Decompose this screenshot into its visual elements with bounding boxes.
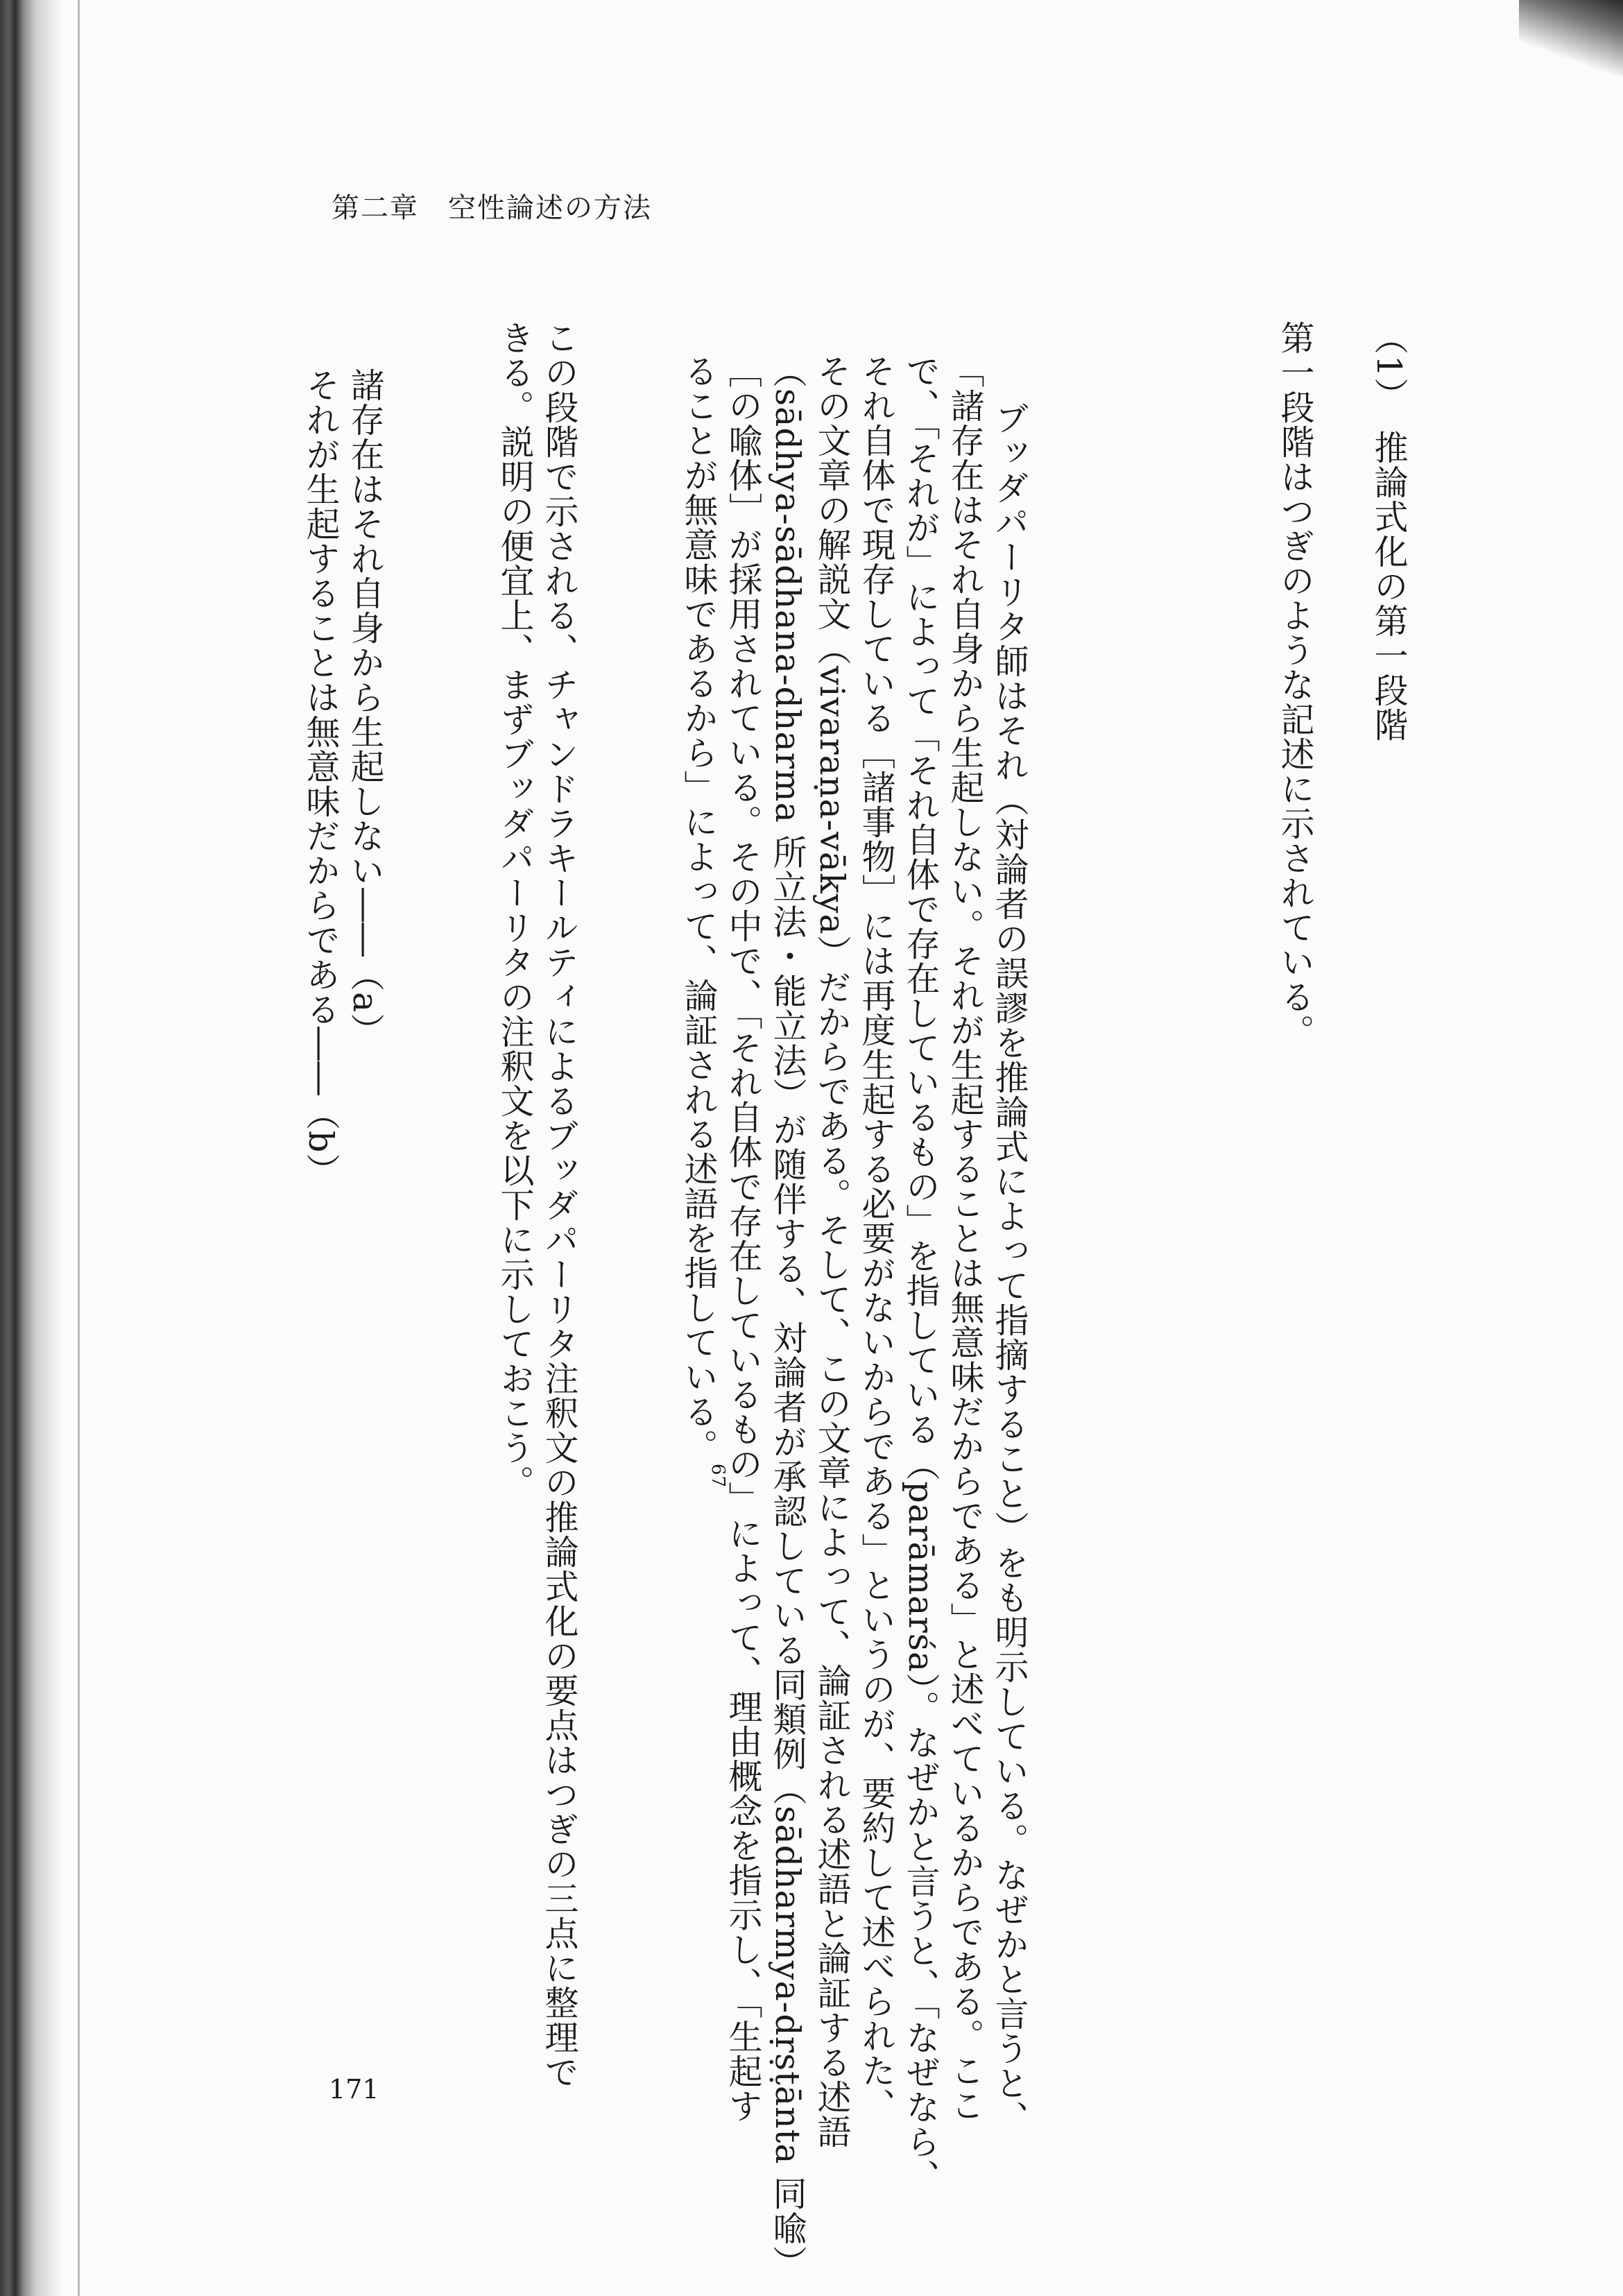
paragraph-2-line: きる。説明の便宜上、まずブッダパーリタの注釈文を以下に示しておこう。 <box>495 320 535 1500</box>
paragraph-2 <box>492 320 581 2089</box>
paragraph-1-line: で、「それが」によって「それ自体で存在しているもの」を指している（parāmarśa）。なぜかと言うと、「なぜなら、 <box>901 354 941 2194</box>
paragraph-1-last-line-text: ることが無意味であるから」によって、論証される述語を指している。 <box>679 354 719 1464</box>
paragraph-1-line: その文章の解説文（vivaraṇa-vākya）だからである。そして、この文章によって、論証される述語と論証する述語 <box>812 354 852 2149</box>
scan-binding-edge <box>0 0 64 2296</box>
footnote-marker: 67 <box>707 1464 728 1489</box>
section-intro: 第一段階はつぎのような記述に示されている。 <box>1276 320 1315 1049</box>
formula-block <box>298 368 387 1200</box>
scan-corner-shadow <box>1519 0 1623 76</box>
running-head: 第二章 空性論述の方法 <box>332 192 652 224</box>
formula-line-b: それが生起することは無意味だからである――（b） <box>301 368 341 1188</box>
paragraph-1-line: ［の喩体］が採用されている。その中で、「それ自体で存在しているもの」によって、理由概念を指示し、「生起す <box>723 354 763 2123</box>
paragraph-1-line <box>676 354 728 2280</box>
scan-edge-line <box>78 0 80 2296</box>
paragraph-1-line: （sādhya-sādhana-dharma 所立法・能立法）が随伴する、対論者が承認している同類例（sādharmya-dṛṣṭānta 同喩） <box>768 354 807 2281</box>
formula-line-a: 諸存在はそれ自身から生起しない――（a） <box>345 368 385 1048</box>
page-number: 171 <box>329 2074 379 2105</box>
paragraph-1-line: それ自体で現存している［諸事物］には再度生起する必要がないからである」というのが、要約して述べられた、 <box>857 354 896 2123</box>
paragraph-1-line: 「諸存在はそれ自身から生起しない。それが生起することは無意味だからである」と述べているからである。ここ <box>945 354 985 2123</box>
section-title: （1） 推論式化の第一段階 <box>1369 320 1409 742</box>
paragraph-2-line: この段階で示される、チャンドラキールティによるブッダパーリタ注釈文の推論式化の要点はつぎの三点に整理で <box>540 320 579 2089</box>
paragraph-1 <box>676 354 1031 2280</box>
paragraph-1-line: ブッダパーリタ師はそれ（対論者の誤謬を推論式によって指摘すること）をも明示している。なぜかと言うと、 <box>990 401 1029 2135</box>
